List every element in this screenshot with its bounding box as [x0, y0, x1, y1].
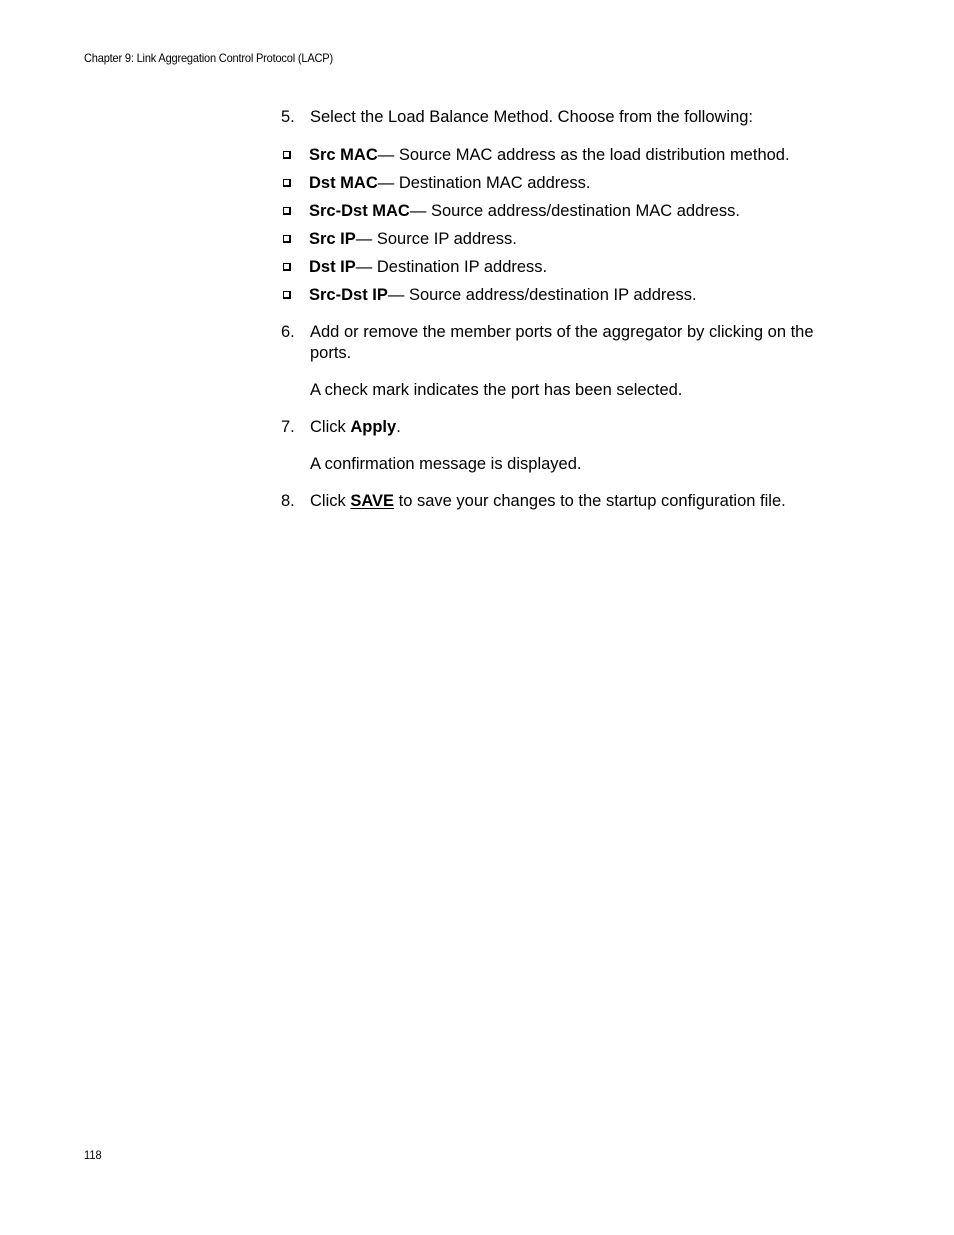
- option-term: Dst IP: [309, 258, 356, 276]
- list-item: [281, 257, 851, 278]
- option-desc: — Source MAC address as the load distribution method.: [377, 146, 790, 164]
- load-balance-options: [281, 145, 851, 306]
- checkbox-bullet-icon: [283, 207, 291, 215]
- step-6: [281, 322, 851, 364]
- checkbox-bullet-icon: [283, 291, 291, 299]
- list-item: [281, 173, 851, 194]
- step-number: 5.: [281, 108, 295, 126]
- option-term: Src-Dst MAC: [309, 202, 410, 220]
- save-link[interactable]: SAVE: [350, 492, 395, 510]
- option-desc: — Destination IP address.: [355, 258, 548, 276]
- option-desc: — Source IP address.: [355, 230, 517, 248]
- apply-label: Apply: [350, 418, 397, 436]
- list-item: [281, 285, 851, 306]
- procedure-steps: [281, 107, 851, 512]
- option-term: Src-Dst IP: [309, 286, 388, 304]
- step-note: A confirmation message is displayed.: [310, 455, 582, 473]
- option-desc: — Destination MAC address.: [377, 174, 591, 192]
- step-text: Click SAVE to save your changes to the startup configuration file.: [310, 492, 786, 510]
- page-number: 118: [84, 1148, 102, 1162]
- checkbox-bullet-icon: [283, 235, 291, 243]
- step-number: 7.: [281, 418, 295, 436]
- step-note: A check mark indicates the port has been selected.: [310, 381, 683, 399]
- step-text: Click Apply.: [310, 418, 401, 436]
- step-8: [281, 491, 851, 512]
- step-number: 8.: [281, 492, 295, 510]
- list-item: [281, 201, 851, 222]
- checkbox-bullet-icon: [283, 151, 291, 159]
- list-item: [281, 229, 851, 250]
- chapter-header: Chapter 9: Link Aggregation Control Protocol (LACP): [84, 51, 333, 65]
- list-item: [281, 145, 851, 166]
- step-7: [281, 417, 851, 438]
- option-term: Src MAC: [309, 146, 378, 164]
- option-desc: — Source address/destination IP address.: [387, 286, 697, 304]
- checkbox-bullet-icon: [283, 179, 291, 187]
- checkbox-bullet-icon: [283, 263, 291, 271]
- step-text: Add or remove the member ports of the aggregator by clicking on the ports.: [310, 323, 814, 362]
- option-desc: — Source address/destination MAC address.: [409, 202, 741, 220]
- step-5: [281, 107, 851, 128]
- option-term: Dst MAC: [309, 174, 378, 192]
- step-number: 6.: [281, 323, 295, 341]
- step-text: Select the Load Balance Method. Choose from the following:: [310, 108, 754, 126]
- option-term: Src IP: [309, 230, 356, 248]
